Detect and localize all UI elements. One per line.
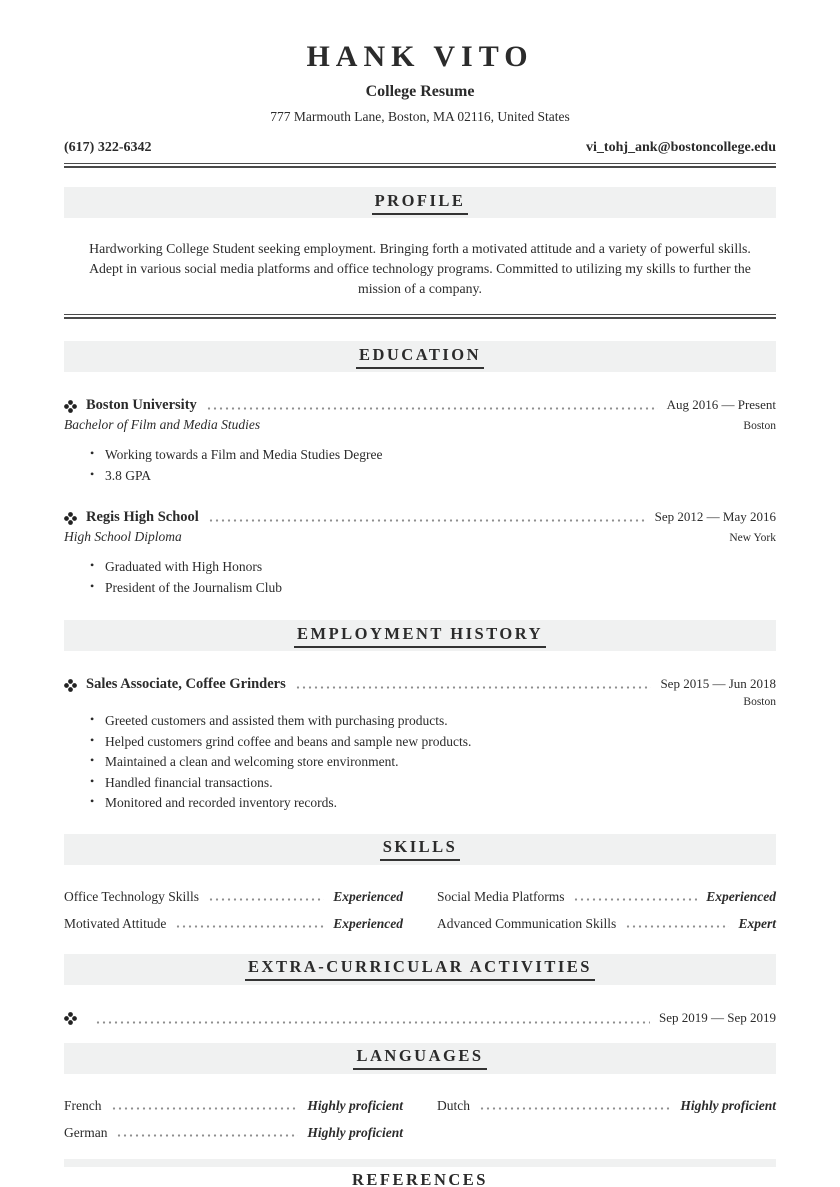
entry-bullet-list bbox=[90, 558, 776, 596]
bullet-item: • Maintained a clean and welcoming store environment. bbox=[90, 753, 776, 771]
entry-bullet-list bbox=[90, 446, 776, 484]
dotted-leader bbox=[625, 925, 729, 928]
extra-curricular-entry bbox=[64, 1010, 776, 1026]
degree-name: Bachelor of Film and Media Studies bbox=[64, 417, 261, 432]
resume-subtitle: College Resume bbox=[365, 83, 475, 100]
bullet-item: • Helped customers grind coffee and beans and sample new products. bbox=[90, 733, 776, 751]
references-section-title: REFERENCES bbox=[352, 1169, 488, 1187]
person-name: HANK VITO bbox=[306, 40, 534, 73]
extra-curricular-section-title: EXTRA-CURRICULAR ACTIVITIES bbox=[245, 957, 595, 981]
dotted-leader bbox=[208, 898, 324, 901]
skill-row bbox=[437, 916, 776, 932]
email-address: vi_tohj_ank@bostoncollege.edu bbox=[586, 140, 776, 155]
entry-location: Boston bbox=[743, 420, 776, 432]
dotted-leader bbox=[95, 1021, 650, 1024]
skill-row bbox=[64, 916, 403, 932]
employment-section-header bbox=[64, 620, 776, 651]
dotted-leader bbox=[573, 898, 697, 901]
degree-name: High School Diploma bbox=[64, 529, 182, 545]
entry-location: Boston bbox=[743, 696, 776, 709]
skill-level: Experienced bbox=[706, 888, 776, 904]
skills-grid bbox=[64, 889, 776, 932]
language-level: Highly proficient bbox=[307, 1097, 403, 1113]
language-level: Highly proficient bbox=[307, 1124, 403, 1140]
skills-section-header bbox=[64, 834, 776, 865]
entry-marker-icon bbox=[64, 1012, 77, 1025]
profile-section-title: PROFILE bbox=[372, 191, 469, 215]
profile-divider bbox=[64, 314, 776, 319]
bullet-item: • Graduated with High Honors bbox=[90, 558, 776, 576]
education-section-title: EDUCATION bbox=[356, 345, 484, 369]
address-line: 777 Marmouth Lane, Boston, MA 02116, United States bbox=[270, 109, 570, 124]
school-name: Boston University bbox=[86, 397, 197, 413]
entry-bullet-list bbox=[90, 712, 776, 812]
education-entry bbox=[64, 397, 776, 484]
entry-location: New York bbox=[729, 532, 776, 545]
entry-dates: Sep 2015 — Jun 2018 bbox=[660, 676, 776, 692]
language-row bbox=[64, 1098, 403, 1114]
bullet-item: • Monitored and recorded inventory records. bbox=[90, 794, 776, 812]
bullet-item: • Greeted customers and assisted them with purchasing products. bbox=[90, 712, 776, 730]
dotted-leader bbox=[175, 925, 324, 928]
language-level: Highly proficient bbox=[680, 1097, 776, 1113]
dotted-leader bbox=[295, 686, 652, 689]
skill-name: Social Media Platforms bbox=[437, 888, 565, 904]
school-name: Regis High School bbox=[86, 509, 199, 526]
entry-dates: Sep 2019 — Sep 2019 bbox=[659, 1009, 776, 1025]
entry-dates: Sep 2012 — May 2016 bbox=[654, 509, 776, 525]
dotted-leader bbox=[479, 1107, 671, 1110]
language-row bbox=[64, 1125, 403, 1141]
bullet-item: • President of the Journalism Club bbox=[90, 579, 776, 597]
language-name: French bbox=[64, 1097, 102, 1113]
entry-marker-icon bbox=[64, 512, 77, 525]
dotted-leader bbox=[116, 1134, 298, 1137]
language-name: Dutch bbox=[437, 1097, 470, 1113]
employment-section-title: EMPLOYMENT HISTORY bbox=[294, 624, 546, 648]
job-title: Sales Associate, Coffee Grinders bbox=[86, 676, 286, 693]
bullet-item: • 3.8 GPA bbox=[90, 467, 776, 485]
dotted-leader bbox=[208, 519, 646, 522]
header-divider bbox=[64, 163, 776, 168]
skill-name: Advanced Communication Skills bbox=[437, 915, 617, 931]
skill-level: Experienced bbox=[333, 915, 403, 931]
skill-name: Office Technology Skills bbox=[64, 888, 200, 904]
dotted-leader bbox=[111, 1107, 299, 1110]
phone-number: (617) 322-6342 bbox=[64, 140, 152, 155]
education-section-header bbox=[64, 341, 776, 372]
profile-section-header bbox=[64, 187, 776, 218]
entry-marker-icon bbox=[64, 400, 77, 413]
skill-row bbox=[64, 889, 403, 905]
entry-marker-icon bbox=[64, 679, 77, 692]
skill-level: Expert bbox=[738, 915, 776, 931]
bullet-item: • Handled financial transactions. bbox=[90, 774, 776, 792]
languages-grid bbox=[64, 1098, 776, 1141]
contact-row bbox=[64, 140, 776, 156]
skills-section-title: SKILLS bbox=[380, 837, 461, 861]
references-section-header bbox=[64, 1159, 776, 1167]
entry-dates: Aug 2016 — Present bbox=[666, 397, 776, 412]
skill-name: Motivated Attitude bbox=[64, 915, 167, 931]
employment-entry bbox=[64, 676, 776, 812]
bullet-item: • Working towards a Film and Media Studies Degree bbox=[90, 446, 776, 464]
skill-level: Experienced bbox=[333, 888, 403, 904]
skill-row bbox=[437, 889, 776, 905]
profile-summary: Hardworking College Student seeking employment. Bringing forth a motivated attitude and a variety of powerful skills. Adept in various social media platforms and office technology programs. Committed to utilizing my skills to further the mission of a company. bbox=[89, 241, 751, 296]
languages-section-title: LANGUAGES bbox=[353, 1046, 486, 1070]
language-name: German bbox=[64, 1124, 108, 1140]
extra-curricular-section-header bbox=[64, 954, 776, 985]
dotted-leader bbox=[206, 407, 658, 410]
language-row bbox=[437, 1098, 776, 1114]
languages-section-header bbox=[64, 1043, 776, 1074]
education-entry bbox=[64, 509, 776, 596]
